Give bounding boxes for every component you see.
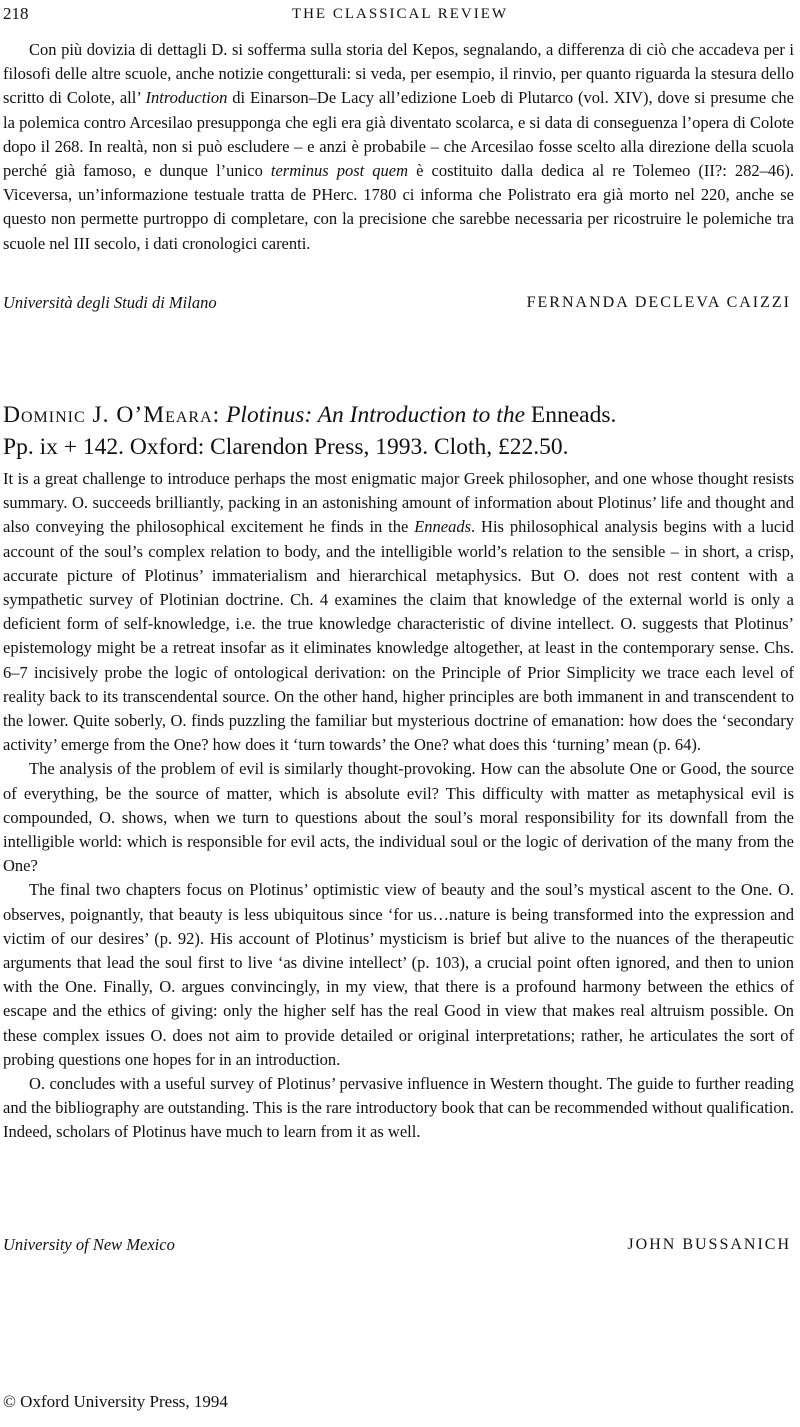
reviewer-name: FERNANDA DECLEVA CAIZZI [526,294,791,311]
page-number: 218 [3,4,29,23]
reviewer-name: JOHN BUSSANICH [627,1236,791,1253]
paragraph: The final two chapters focus on Plotinus’ optimistic view of beauty and the soul’s mystical ascent to the One. O. observes, poignantly, that beauty is less ubiquitous since ‘for us…nature is being transformed into the expression and victim of our desires’ (p. 92). His account of Plotinus’ mysticism is brief but alive to the nuances of the therapeutic arguments that lead the soul first to live ‘as divine intellect’ (p. 103), a crucial point often ignored, and then to union with the One. Finally, O. argues convincingly, in my view, that there is a profound harmony between the ethics of escape and the ethics of giving: only the higher self has the real Good in view that makes real altruism possible. On these complex issues O. does not aim to provide detailed or original interpretations; rather, he articulates the sort of probing questions one hopes for in an introduction. [3,880,794,1069]
paragraph: It is a great challenge to introduce perhaps the most enigmatic major Greek philosopher, and one whose thought resists summary. O. succeeds brilliantly, packing in an astonishing amount of information about Plotinus’ life and thought and also conveying the philosophical excitement he finds in the Enneads. His philosophical analysis begins with a lucid account of the soul’s complex relation to body, and the intelligible world’s relation to the sensible – in short, a crisp, accurate picture of Plotinus’ immaterialism and hierarchical metaphysics. But O. does not rest content with a sympathetic survey of Plotinian doctrine. Ch. 4 examines the claim that knowledge of the external world is only a deficient form of self-knowledge, i.e. the true knowledge characteristic of divine intellect. O. suggests that Plotinus’ epistemology might be a retreat insofar as it eliminates knowledge altogether, at least in the contemporary sense. Chs. 6–7 incisively probe the logic of ontological derivation: on the Principle of Prior Simplicity we trace each level of reality back to its transcendental source. On the other hand, higher principles are both immanent in and transcendent to the lower. Quite soberly, O. finds puzzling the familiar but mysterious doctrine of emanation: how does the ‘secondary activity’ emerge from the One? how does it ‘turn towards’ the One? what does this ‘turning’ mean (p. 64). [3,469,794,755]
affiliation: University of New Mexico [3,1235,175,1254]
review-heading [3,399,794,463]
previous-review-signature [3,291,791,315]
journal-title: THE CLASSICAL REVIEW [291,6,509,22]
book-title: Plotinus: An Introduction to the [226,402,526,428]
italic-title: Introduction [145,88,228,108]
book-details: Pp. ix + 142. Oxford: Clarendon Press, 1993. Cloth, £22.50. [3,434,569,460]
previous-review-text [3,38,794,256]
italic-title: Enneads [414,517,472,537]
paragraph: The analysis of the problem of evil is similarly thought-provoking. How can the absolute One or Good, the source of everything, be the source of matter, which is absolute evil? This difficulty with matter as metaphysical evil is compounded, O. shows, when we turn to questions about the soul’s moral responsibility for its downfall from the intelligible world: which is responsible for evil acts, the individual soul or the logic of derivation of the many from the One? [3,759,794,876]
paragraph: O. concludes with a useful survey of Plotinus’ pervasive influence in Western thought. The guide to further reading and the bibliography are outstanding. This is the rare introductory book that can be recommended without qualification. Indeed, scholars of Plotinus have much to learn from it as well. [3,1074,794,1142]
paragraph: Con più dovizia di dettagli D. si sofferma sulla storia del Kepos, segnalando, a differenza di ciò che accadeva per i filosofi delle altre scuole, anche notizie congetturali: si veda, per esempio, il rinvio, per quanto riguarda la stesura dello scritto di Colote, all’ Introduction di Einarson–De Lacy all’edizione Loeb di Plutarco (vol. XIV), dove si presume che la polemica contro Arcesilao presupponga che egli era già diventato scolarca, e si data di conseguenza l’opera di Colote dopo il 268. In realtà, non si può escludere – e anzi è probabile – che Arcesilao fosse scelto alla direzione della scuola perché già famoso, e dunque l’unico terminus post quem è costituito dalla dedica al re Tolemeo (II?: 282–46). Viceversa, un’informazione testuale tratta de PHerc. 1780 ci informa che Polistrato era già morto nel 220, anche se questo non permette purtroppo di completare, con la precisione che sarebbe necessaria per ricostruire le polemiche tra scuole nel III secolo, i dati cronologici carenti. [3,40,794,253]
running-head [0,3,800,25]
italic-term: terminus post quem [270,161,409,181]
book-author: Dominic J. O’Meara: [3,402,221,428]
book-title-end: Enneads. [530,402,617,428]
review-text [3,467,794,1145]
affiliation: Università degli Studi di Milano [3,293,217,312]
review-signature [3,1233,791,1257]
copyright-footer: © Oxford University Press, 1994 [3,1392,228,1411]
